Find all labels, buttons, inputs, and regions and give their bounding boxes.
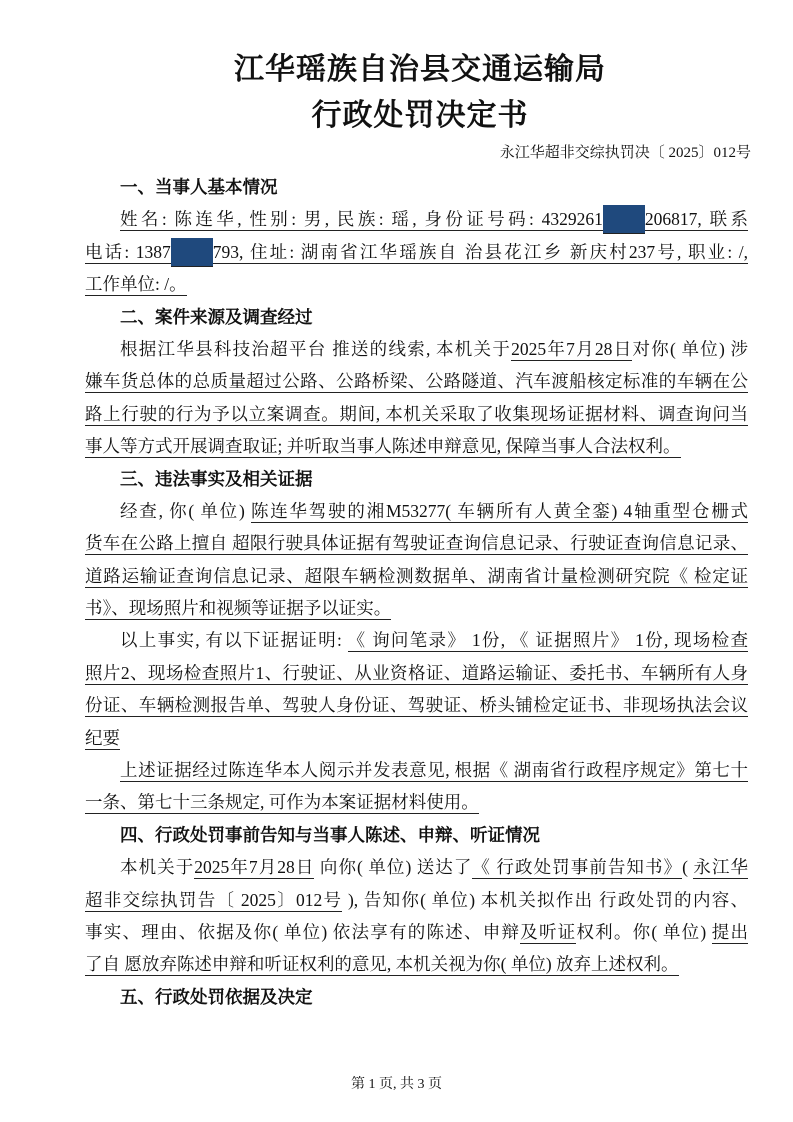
text-line: [85, 948, 748, 980]
document-body: [85, 171, 748, 1013]
underlined-text: 事人等方式: [85, 436, 173, 457]
page-footer: 第 1 页, 共 3 页: [351, 1077, 442, 1092]
text-line: [85, 786, 748, 818]
redaction-box: [603, 205, 645, 234]
text-line: [85, 430, 748, 462]
underlined-text: 793, 住址: 湖南省江华瑶族自 治县花江乡 新庆村237号, 职业: /,: [212, 241, 748, 262]
underlined-text: 永江华: [693, 857, 749, 878]
text-line: [85, 624, 748, 656]
text-segment: 四、行政处罚事前告知与当事人陈述、申辩、听证情况: [120, 824, 540, 845]
text-segment: 对你( 单位) 涉: [632, 338, 749, 359]
text-line: [85, 657, 748, 689]
text-segment: 事实、理由、依据及你( 单位) 依法享有的陈述、申辩: [85, 921, 521, 942]
underlined-text: 货车在公路上擅自 超限行驶具体证据有驾驶证查询信息记录、行驶证查询信息记录、: [85, 533, 748, 554]
text-line: [85, 592, 748, 624]
section-heading: [85, 819, 748, 851]
text-line: [85, 916, 748, 948]
underlined-text: 206817, 联系: [644, 209, 748, 230]
underlined-text: 工作单位: /。: [85, 274, 187, 295]
underlined-text: 纪要: [85, 727, 120, 748]
underlined-text: 开展调查取证; 并听取当事人陈述申辩意见, 保障当事人合法权利。: [172, 436, 681, 457]
text-line: [85, 365, 748, 397]
underlined-text: 路上行驶的行为予以立案调查。期间, 本机关: [85, 403, 440, 424]
text-line: [85, 398, 748, 430]
text-segment: 一、当事人基本情况: [120, 177, 278, 197]
text-line: [85, 527, 748, 559]
document-number: 永江华超非交综执罚决〔 2025〕012号: [499, 145, 751, 161]
text-line: [85, 689, 748, 721]
underlined-text: 了自 愿放弃陈述申辩和听证权利的意见, 本机关视为你( 单位) 放弃上述权利。: [85, 954, 679, 975]
underlined-text: 《 行政处罚事前告知书》: [472, 857, 683, 878]
section-heading: [85, 171, 748, 203]
text-segment: 三、违法事实及相关证据: [120, 468, 313, 489]
document-subtitle: 行政处罚决定书: [311, 99, 529, 132]
underlined-text: 2025年7月28日: [194, 857, 315, 878]
text-line: [85, 754, 748, 786]
underlined-text: 提出: [711, 921, 749, 942]
underlined-text: 份证、车辆检测报告单、驾驶人身份证、驾驶证、桥头铺检定证书、非现场执法会议: [85, 695, 748, 716]
text-line: [85, 851, 748, 883]
document-title: 江华瑶族自治县交通运输局: [234, 53, 606, 86]
text-segment: 权利。你( 单位): [576, 921, 712, 942]
underlined-text: 嫌车货总体的总质量超过公路、公路桥梁、公路隧道、汽车渡船核定标准的车辆在公: [85, 371, 748, 392]
text-segment: 本机关于: [120, 857, 195, 878]
section-heading: [85, 301, 748, 333]
text-line: [85, 236, 748, 268]
text-line: [85, 722, 748, 754]
text-line: [85, 495, 748, 527]
text-line: [85, 560, 748, 592]
text-segment: (: [682, 857, 694, 878]
text-line: [85, 884, 748, 916]
redaction-box: [171, 238, 213, 267]
underlined-text: 2025年7月28日: [511, 338, 633, 359]
section-heading: [85, 463, 748, 495]
underlined-text: 超非交综执罚告〔 2025〕012号: [85, 889, 343, 910]
section-heading: [85, 981, 748, 1013]
underlined-text: 道路运输证查询信息记录、超限车辆检测数据单、湖南省计量检测研究院《 检定证: [85, 565, 748, 586]
text-segment: 根据江华县科技治超平台 推送的线索, 本机关于: [120, 338, 512, 359]
underlined-text: 上述证据经过陈连华本人阅示并发表意见, 根据《 湖南省行政程序规定》第七十: [120, 760, 748, 781]
text-segment: 以上事实, 有以下证据证明:: [120, 630, 348, 651]
underlined-text: 采取了收集现场证据材料、调查询问当: [439, 403, 749, 424]
text-line: [85, 333, 748, 365]
underlined-text: 书》、现场照片和视频等证据予以证实。: [85, 598, 392, 619]
underlined-text: 电话: 1387: [85, 241, 171, 262]
text-segment: 二、案件来源及调查经过: [120, 306, 313, 327]
underlined-text: 陈连华驾驶的湘M53277( 车辆所有人黄全銮) 4轴重型仓栅式: [250, 500, 749, 521]
underlined-text: 及听证: [520, 921, 577, 942]
text-segment: ), 告知你( 单位) 本机关拟作出 行政处罚的内容、: [342, 889, 749, 910]
text-line: [85, 268, 748, 300]
underlined-text: 姓名: 陈连华, 性别: 男, 民族: 瑶, 身份证号码: 4329261: [120, 209, 603, 230]
text-line: [85, 203, 748, 235]
text-segment: 向你( 单位) 送达了: [314, 857, 473, 878]
text-segment: 经查, 你( 单位): [120, 500, 251, 521]
underlined-text: 《 询问笔录》 1份, 《 证据照片》 1份, 现场检查: [347, 630, 748, 651]
underlined-text: 照片2、现场检查照片1、行驶证、从业资格证、道路运输证、委托书、车辆所有人身: [85, 662, 748, 683]
text-segment: 五、行政处罚依据及决定: [120, 986, 313, 1007]
underlined-text: 一条、第七十三条规定, 可作为本案证据材料使用。: [85, 792, 479, 813]
